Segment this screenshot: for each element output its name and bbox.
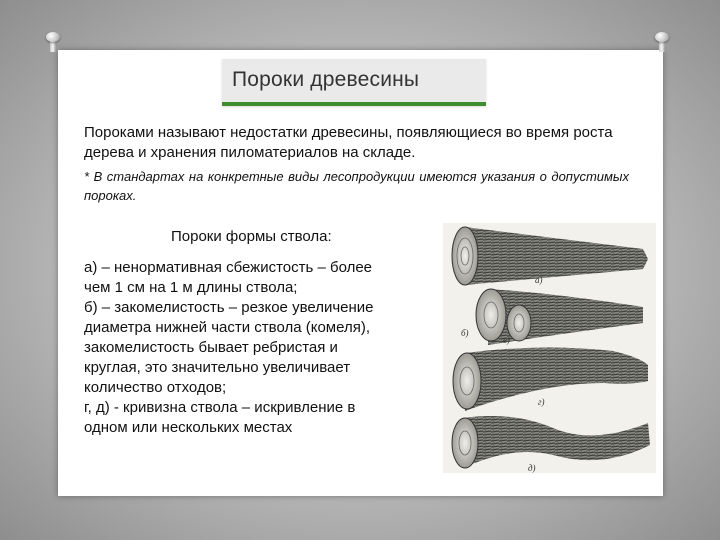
intro-paragraph: Пороками называют недостатки древесины, появляющиеся во время роста дерева и хранения пиломатериалов на складе. xyxy=(84,124,613,161)
illustration-label: г) xyxy=(538,397,545,407)
section-subheading: Пороки формы ствола: xyxy=(171,228,332,245)
description-line: диаметра нижней части ствола (комеля), xyxy=(84,319,371,336)
illustration-label: д) xyxy=(528,463,536,473)
description-line: закомелистость бывает ребристая и xyxy=(84,339,338,356)
trunk-defects-illustration xyxy=(443,223,656,473)
description-line: круглая, это значительно увеличивает xyxy=(84,359,351,376)
illustration-label: а) xyxy=(535,275,543,285)
description-line: чем 1 см на 1 м длины ствола; xyxy=(84,279,298,296)
trunk-drawing xyxy=(443,223,656,473)
description-line: одном или нескольких местах xyxy=(84,419,293,436)
description-line: б) – закомелистость – резкое увеличение xyxy=(84,299,374,316)
description-line: количество отходов; xyxy=(84,379,227,396)
log-b-drawing xyxy=(476,289,643,345)
pin-icon-right xyxy=(655,32,669,54)
page-title: Пороки древесины xyxy=(232,68,420,91)
log-g-drawing xyxy=(453,347,648,411)
illustration-label: в) xyxy=(503,335,510,345)
description-line: а) – ненормативная сбежистость – более xyxy=(84,259,373,276)
description-list xyxy=(84,258,434,438)
illustration-label: б) xyxy=(461,328,469,338)
log-a-drawing xyxy=(452,227,648,285)
log-d-drawing xyxy=(452,416,650,468)
description-line: г, д) - кривизна ствола – искривление в xyxy=(84,399,356,416)
title-box xyxy=(222,59,486,106)
footnote-text: * В стандартах на конкретные виды лесопродукции имеются указания о допустимых пороках. xyxy=(84,169,629,203)
pin-icon-left xyxy=(46,32,60,54)
